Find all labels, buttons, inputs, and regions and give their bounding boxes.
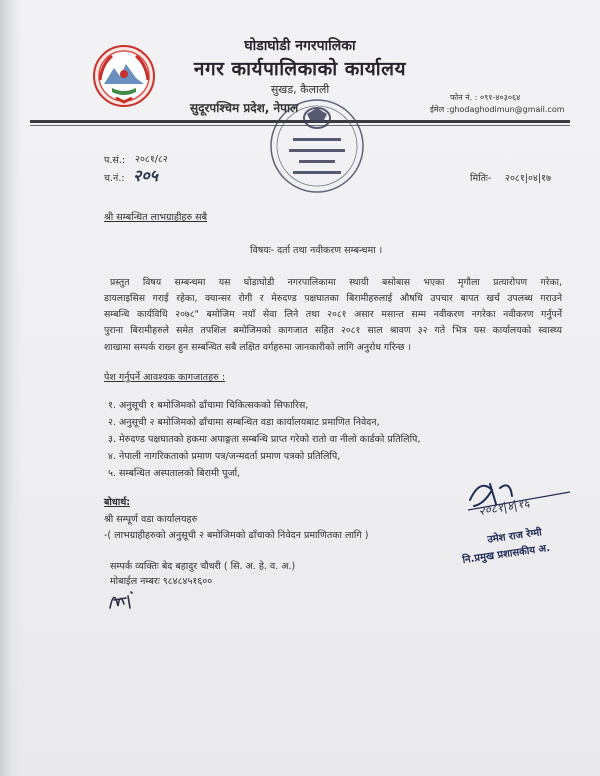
email-address: ईमेल :ghodaghodimun@gmail.com: [430, 105, 565, 114]
address-line-1: सुखड, कैलाली: [270, 83, 330, 96]
signatory-title: नि.प्रमुख प्रशासकीय अ.: [461, 542, 551, 567]
addressee: श्री सम्बन्धित लाभग्राहीहरु सबै: [104, 212, 208, 223]
document-item-5: ५. सम्बन्धित अस्पतालको बिरामी पूर्जा,: [108, 468, 241, 479]
cc-heading: बोधार्थ:: [104, 497, 131, 508]
page-edge-shadow: [0, 0, 22, 776]
body-line-2: डायलाइसिस गराई रहेका, क्यान्सर रोगी र मेरुदण्ड पक्षघातका बिरामीहरुलाई औषधि उपचार बापत खर्च उपलब्ध गराउने: [104, 293, 562, 304]
phone-number: फोन नं. : ०९१-४०३०६४: [450, 93, 521, 102]
document-item-4: ४. नेपाली नागरिकताको प्रमाण पत्र/जन्मदर्ता प्रमाण पत्रको प्रतिलिपि,: [108, 451, 341, 462]
document-item-2: २. अनुसूची २ बमोजिमको ढाँचामा सम्बन्धित वडा कार्यालयबाट प्रमाणित निवेदन,: [108, 417, 380, 428]
document-item-1: १. अनुसूची १ बमोजिमको ढाँचामा चिकित्सकको सिफारिस,: [108, 400, 309, 411]
body-line-5: शाखामा सम्पर्क राख्न हुन सम्बन्धित सबै लक्षित वर्गहरुमा जानकारीको लागि अनुरोध गरिन्छ ।: [104, 342, 412, 353]
body-line-1: प्रस्तुत विषय सम्बन्धमा यस घोडाघोडी नगरपालिकामा स्थायी बसोबास भएका मृगौला प्रत्यारोपण गरेका,: [110, 277, 562, 288]
dispatch-number-label: च.नं.:: [104, 173, 125, 184]
subject-line: विषयः- दर्ता तथा नवीकरण सम्बन्धमा ।: [250, 245, 383, 256]
signatory-name: उमेश राज रेग्मी: [486, 527, 543, 546]
cc-line-2: -( लाभग्राहीहरुको अनुसूची २ बमोजिमको ढाँचाको निवेदन प्रमाणितका लागि ): [104, 530, 369, 541]
reference-number-label: प.सं.:: [104, 155, 126, 166]
letter-date: २०८१|०४|१७: [505, 173, 551, 184]
office-stamp: [267, 96, 367, 196]
contact-person: सम्पर्क व्यक्तिः बेद बहादुर चौधरी ( सि. अ. हे. व. अ.): [110, 561, 296, 572]
body-line-4: पुराना बिरामीहरुले समेत तपशिल बमोजिमको कागजात सहित २०८१ साल श्रावण ३२ गते भित्र यस कार्यालयको स्वास्थ्य: [104, 325, 562, 336]
address-line-2: सुदूरपश्चिम प्रदेश, नेपाल: [190, 101, 299, 115]
document-item-3: ३. मेरुदण्ड पक्षघातको हकमा अपाङ्गता सम्बन्धि प्राप्त गरेको रातो वा नीलो कार्डको प्रतिलिपि,: [108, 434, 421, 445]
signature-date: २०८१|४|१६: [477, 495, 531, 519]
initials-signature: [104, 582, 138, 616]
reference-number: २०८१/८२: [135, 154, 168, 165]
date-label: मितिः-: [470, 173, 492, 184]
municipality-name: घोडाघोडी नगरपालिका: [244, 38, 356, 54]
dispatch-number: २०५: [133, 166, 158, 185]
contact-mobile: मोबाईल नम्बरः ९८४८४५१६००: [110, 576, 213, 587]
body-line-3: सम्बन्धि कार्यविधि २०७८" बमोजिम नयाँ सेवा लिने तथा २०८१ असार मसान्त सम्म नवीकरण नगरेका नवीकरण गर्नुपर्ने: [104, 309, 562, 320]
cc-line-1: श्री सम्पूर्ण वडा कार्यालयहरु: [104, 514, 198, 525]
documents-heading: पेश गर्नुपर्ने आवश्यक कागजातहरु :: [104, 372, 226, 383]
office-name: नगर कार्यपालिकाको कार्यालय: [193, 58, 407, 80]
